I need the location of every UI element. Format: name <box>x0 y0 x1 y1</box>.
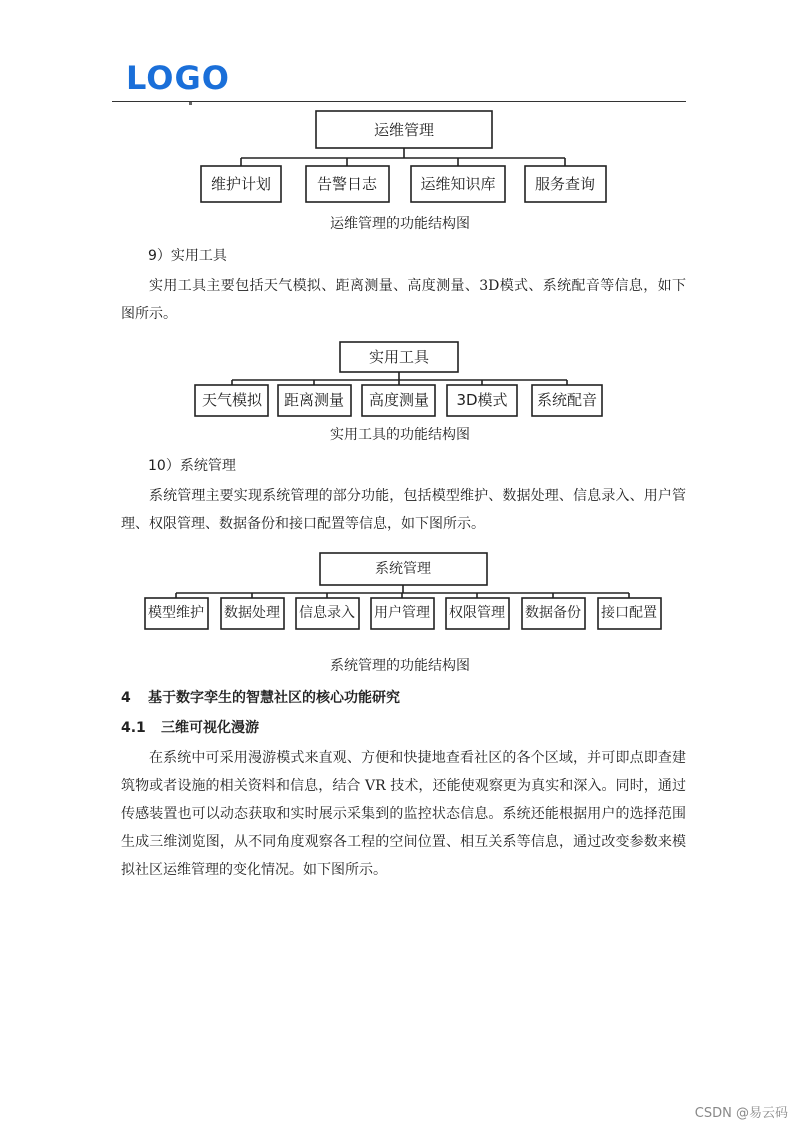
diagram2-child: 距离测量 <box>283 391 345 409</box>
paragraph: 实用工具主要包括天气模拟、距离测量、高度测量、3D模式、系统配音等信息，如下图所示。 <box>121 278 686 322</box>
list-item-title: 9）实用工具 <box>148 248 227 264</box>
section-title: 三维可视化漫游 <box>161 720 259 736</box>
diagram3-child: 信息录入 <box>299 605 355 621</box>
diagram1-child: 服务查询 <box>534 175 596 193</box>
logo: LOGO <box>126 59 230 97</box>
figure-caption: 运维管理的功能结构图 <box>330 216 470 232</box>
list-item-title: 10）系统管理 <box>148 458 236 474</box>
diagram3-child: 模型维护 <box>148 605 204 621</box>
diagram3-child: 接口配置 <box>601 605 657 621</box>
diagram-system-management <box>0 548 800 634</box>
watermark: CSDN @易云码 <box>694 1106 788 1121</box>
diagram3-child: 数据处理 <box>224 605 280 621</box>
paragraph: 系统管理主要实现系统管理的部分功能，包括模型维护、数据处理、信息录入、用户管理、权限管理、数据备份和接口配置等信息，如下图所示。 <box>121 488 686 532</box>
diagram2-child: 天气模拟 <box>201 391 263 409</box>
diagram1-child: 运维知识库 <box>420 175 496 193</box>
header-divider <box>112 101 686 102</box>
diagram-ops-management <box>0 105 800 205</box>
paragraph: 在系统中可采用漫游模式来直观、方便和快捷地查看社区的各个区域，并可即点即查建筑物或者设施的相关资料和信息，结合 VR 技术，还能使观察更为真实和深入。同时，通过传感装置也可以动态获取和实时展示采集到的监控状态信息。系统还能根据用户的选择范围生成三维浏览图，从不同角度观察各工程的空间位置、相互关系等信息，通过改变参数来模拟社区运维管理的变化情况。如下图所示。 <box>121 750 686 878</box>
diagram1-child: 维护计划 <box>210 175 272 193</box>
chapter-title: 基于数字孪生的智慧社区的核心功能研究 <box>148 690 400 706</box>
diagram3-root: 系统管理 <box>375 561 431 577</box>
figure-caption: 系统管理的功能结构图 <box>330 658 470 674</box>
diagram3-child: 数据备份 <box>525 605 581 621</box>
diagram2-child: 高度测量 <box>368 391 430 409</box>
chapter-heading <box>121 687 400 707</box>
diagram3-child: 用户管理 <box>374 605 430 621</box>
diagram3-child: 权限管理 <box>449 605 505 621</box>
diagram1-root: 运维管理 <box>373 121 435 139</box>
chapter-number: 4 <box>121 690 131 706</box>
diagram1-child: 告警日志 <box>316 175 378 193</box>
section-heading <box>121 717 259 737</box>
section-number: 4.1 <box>121 720 146 736</box>
diagram-utilities <box>0 338 800 420</box>
diagram2-root: 实用工具 <box>368 348 430 366</box>
diagram2-child: 系统配音 <box>536 391 598 409</box>
figure-caption: 实用工具的功能结构图 <box>330 427 470 443</box>
diagram2-child: 3D模式 <box>456 391 508 409</box>
